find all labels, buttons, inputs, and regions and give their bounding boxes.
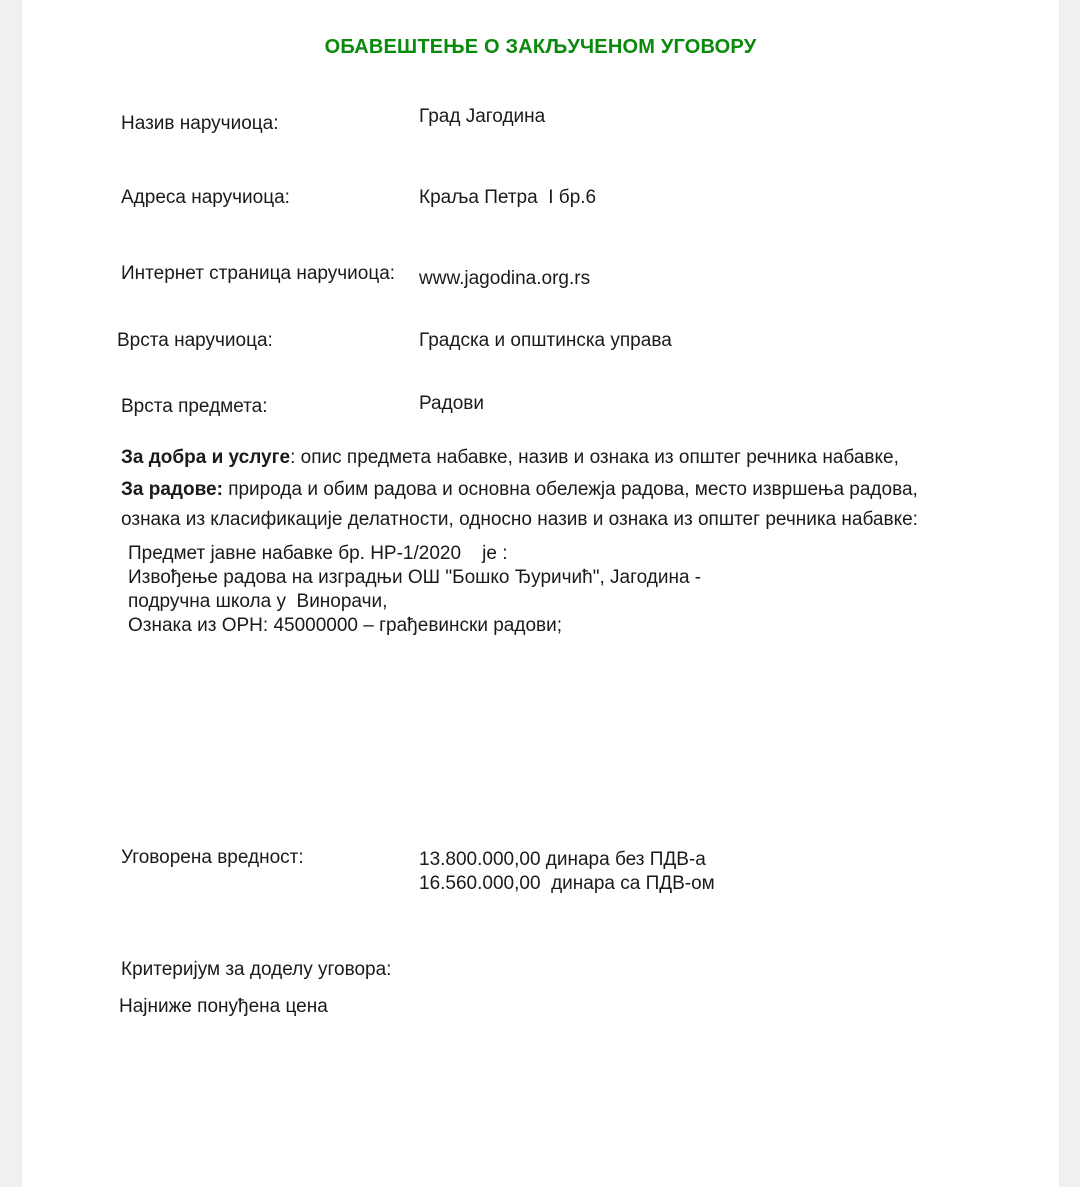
document-page [22, 0, 1059, 1187]
vrsta-naruciocа-label: Врста наручиоца: [117, 330, 273, 351]
vrsta-naruciocа-value: Градска и општинска управа [419, 330, 672, 351]
contract-value-label: Уговорена вредност: [121, 847, 304, 868]
description-goods-text: : опис предмета набавке, назив и ознака из општег речника набавке, [290, 447, 899, 468]
naziv-label: Назив наручиоца: [121, 113, 279, 134]
description-line-1 [121, 446, 899, 470]
subject-line-3: подручна школа у Винорачи, [128, 591, 388, 612]
subject-line-4: Ознака из ОРН: 45000000 – грађевински радови; [128, 615, 562, 636]
document-title: ОБАВЕШТЕЊЕ О ЗАКЉУЧЕНОМ УГОВОРУ [324, 36, 757, 58]
description-line-3: ознака из класификације делатности, односно назив и ознака из општег речника набавке: [121, 509, 918, 530]
vrsta-predmeta-value: Радови [419, 393, 484, 414]
adresa-label: Адреса наручиоца: [121, 187, 290, 208]
description-works-text: природа и обим радова и основна обележја радова, место извршења радова, [222, 479, 918, 500]
criterion-value: Најниже понуђена цена [119, 996, 328, 1017]
description-goods-heading: За добра и услуге [121, 447, 291, 468]
description-works-heading: За радове: [121, 479, 223, 500]
criterion-label: Критеријум за доделу уговора: [121, 959, 392, 980]
contract-value-gross: 16.560.000,00 динара са ПДВ-ом [419, 873, 715, 894]
naziv-value: Град Јагодина [419, 106, 546, 127]
internet-label: Интернет страница наручиоца: [121, 263, 396, 284]
description-line-2 [121, 478, 918, 502]
contract-value-net: 13.800.000,00 динара без ПДВ-а [419, 849, 706, 870]
subject-line-2: Извођење радова на изградњи ОШ "Бошко Ђуричић", Јагодина - [128, 567, 702, 588]
internet-value: www.jagodina.org.rs [419, 268, 591, 289]
adresa-value: Краља Петра I бр.6 [419, 187, 597, 208]
vrsta-predmeta-label: Врста предмета: [121, 396, 268, 417]
subject-line-1: Предмет јавне набавке бр. НР-1/2020 је : [128, 543, 508, 564]
